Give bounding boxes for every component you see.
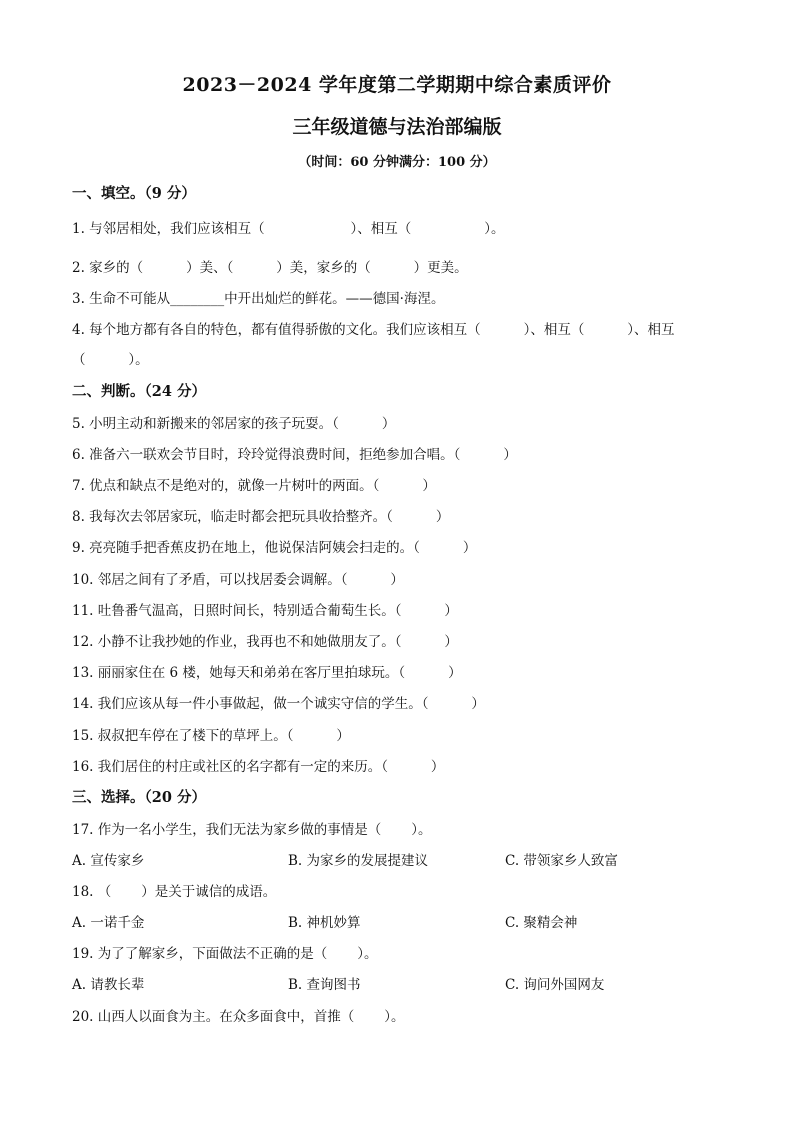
question-4-cont: （ ）。	[72, 352, 149, 368]
section-choice: 三、选择。（20 分）	[72, 789, 206, 806]
question-5: 5. 小明主动和新搬来的邻居家的孩子玩耍。（ ）	[72, 416, 396, 432]
question-17: 17. 作为一名小学生，我们无法为家乡做的事情是（ ）。	[72, 822, 432, 838]
question-4: 4. 每个地方都有各自的特色，都有值得骄傲的文化。我们应该相互（ ）、相互（ ）、相互	[72, 322, 675, 338]
question-20: 20. 山西人以面食为主。在众多面食中，首推（ ）。	[72, 1009, 405, 1025]
question-19: 19. 为了了解家乡，下面做法不正确的是（ ）。	[72, 946, 378, 962]
exam-info: （时间：60 分钟满分：100 分）	[298, 155, 496, 170]
exam-title: 2023－2024 学年度第二学期期中综合素质评价	[182, 74, 612, 96]
question-16: 16. 我们居住的村庄或社区的名字都有一定的来历。（ ）	[72, 759, 445, 775]
question-7: 7. 优点和缺点不是绝对的，就像一片树叶的两面。（ ）	[72, 478, 436, 494]
question-6: 6. 准备六一联欢会节目时，玲玲觉得浪费时间，拒绝参加合唱。（ ）	[72, 447, 517, 463]
question-18: 18. （ ）是关于诚信的成语。	[72, 884, 277, 900]
question-19-option-b: B. 查询图书	[288, 977, 361, 993]
question-19-option-c: C. 询问外国网友	[505, 977, 605, 993]
question-18-option-b: B. 神机妙算	[288, 915, 361, 931]
question-10: 10. 邻居之间有了矛盾，可以找居委会调解。（ ）	[72, 572, 404, 588]
question-8: 8. 我每次去邻居家玩，临走时都会把玩具收拾整齐。（ ）	[72, 509, 450, 525]
section-fill: 一、填空。（9 分）	[72, 185, 196, 202]
question-17-option-a: A. 宣传家乡	[72, 853, 145, 869]
question-19-option-a: A. 请教长辈	[72, 977, 145, 993]
question-13: 13. 丽丽家住在 6 楼，她每天和弟弟在客厅里拍球玩。（ ）	[72, 665, 462, 681]
question-3: 3. 生命不可能从________中开出灿烂的鲜花。——德国·海涅。	[72, 291, 445, 307]
question-1: 1. 与邻居相处，我们应该相互（ ）、相互（ ）。	[72, 221, 505, 237]
question-17-option-b: B. 为家乡的发展提建议	[288, 853, 429, 869]
question-12: 12. 小静不让我抄她的作业，我再也不和她做朋友了。（ ）	[72, 634, 458, 650]
question-18-option-a: A. 一诺千金	[72, 915, 145, 931]
question-17-option-c: C. 带领家乡人致富	[505, 853, 618, 869]
question-14: 14. 我们应该从每一件小事做起，做一个诚实守信的学生。（ ）	[72, 696, 485, 712]
question-15: 15. 叔叔把车停在了楼下的草坪上。（ ）	[72, 728, 350, 744]
exam-subtitle: 三年级道德与法治部编版	[292, 116, 502, 138]
question-11: 11. 吐鲁番气温高，日照时间长，特别适合葡萄生长。（ ）	[72, 603, 458, 619]
section-judge: 二、判断。（24 分）	[72, 383, 206, 400]
question-9: 9. 亮亮随手把香蕉皮扔在地上，他说保洁阿姨会扫走的。（ ）	[72, 540, 477, 556]
question-2: 2. 家乡的（ ）美、（ ）美，家乡的（ ）更美。	[72, 260, 468, 276]
question-18-option-c: C. 聚精会神	[505, 915, 578, 931]
